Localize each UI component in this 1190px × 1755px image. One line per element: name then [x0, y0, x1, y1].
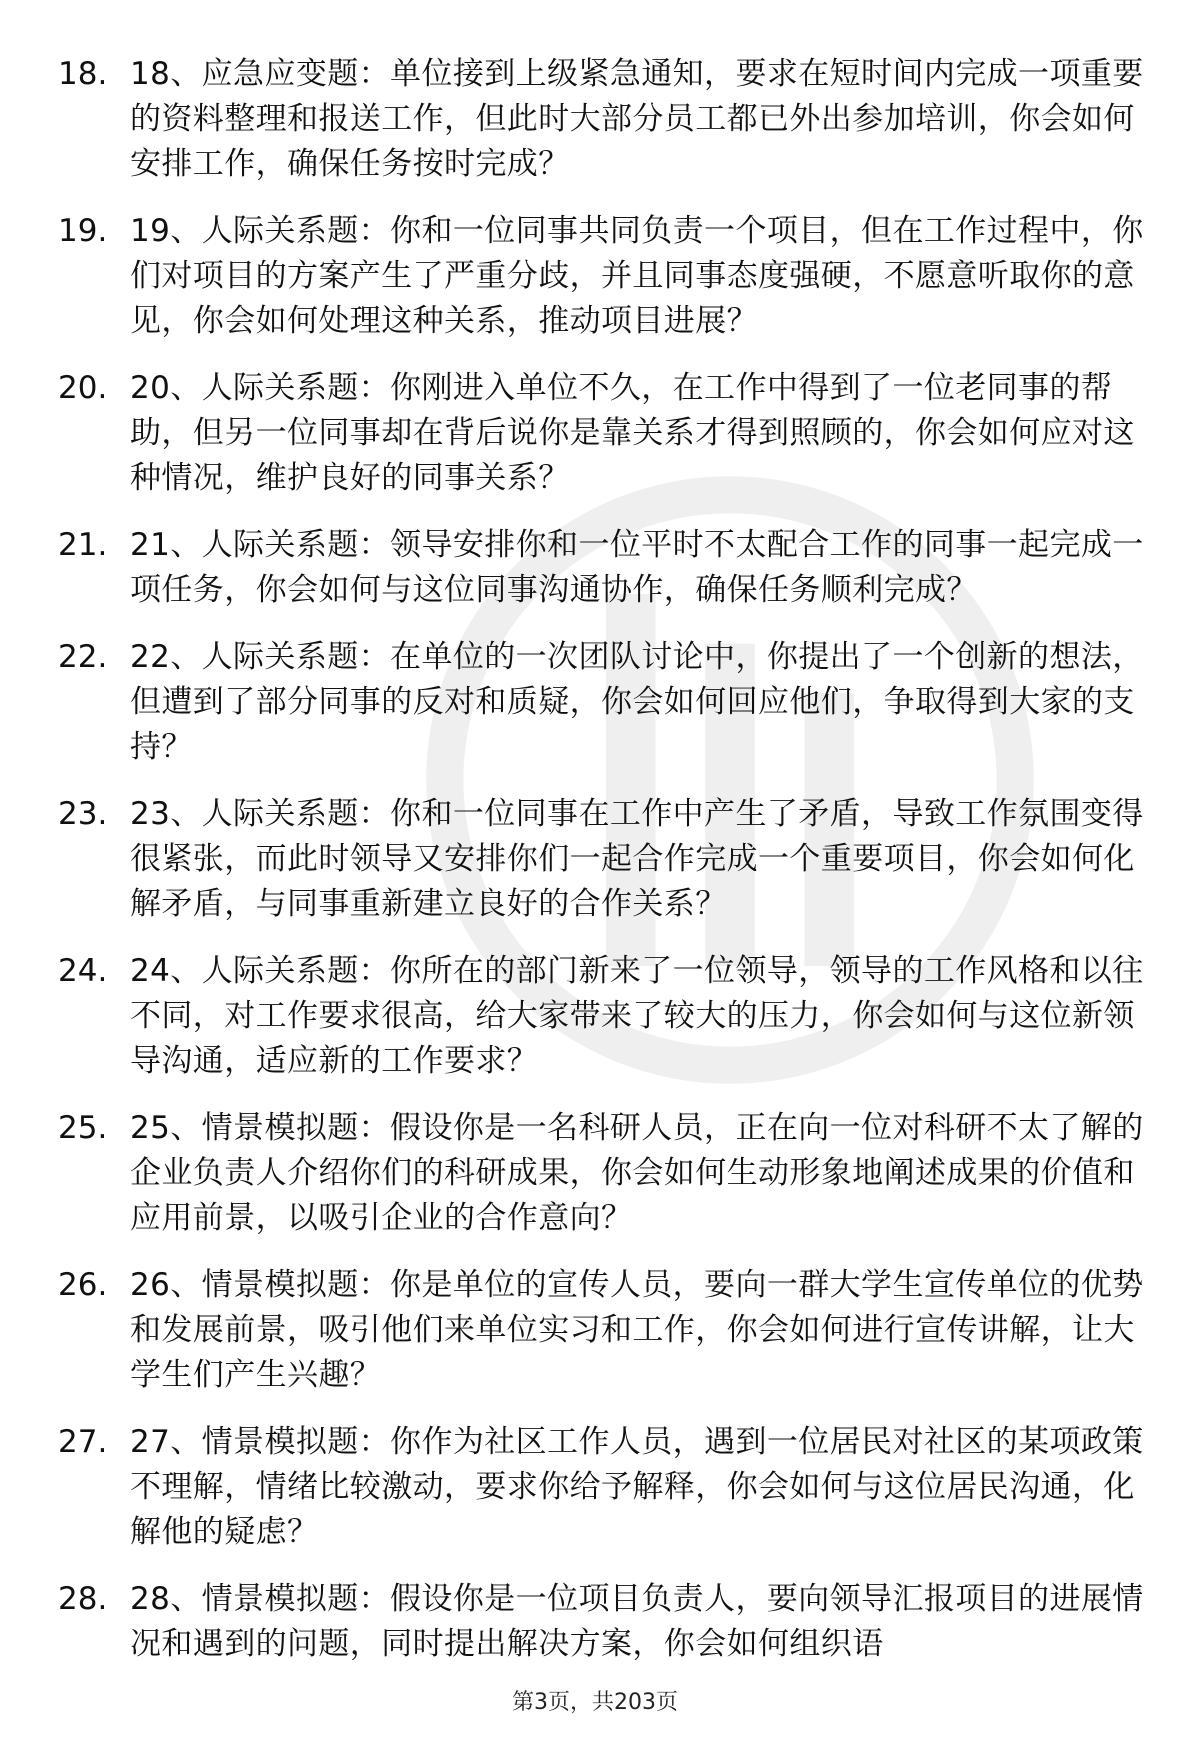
question-number: 25.	[58, 1110, 108, 1146]
question-item	[58, 1577, 1148, 1667]
question-number: 28.	[58, 1581, 108, 1617]
question-text: 20、人际关系题：你刚进入单位不久，在工作中得到了一位老同事的帮助，但另一位同事却在背后说你是靠关系才得到照顾的，你会如何应对这种情况，维护良好的同事关系？	[130, 370, 1135, 496]
question-number: 18.	[58, 56, 108, 92]
question-item	[58, 949, 1148, 1084]
question-item	[58, 635, 1148, 770]
question-text: 25、情景模拟题：假设你是一名科研人员，正在向一位对科研不太了解的企业负责人介绍你们的科研成果，你会如何生动形象地阐述成果的价值和应用前景，以吸引企业的合作意向？	[130, 1110, 1144, 1236]
question-text: 18、应急应变题：单位接到上级紧急通知，要求在短时间内完成一项重要的资料整理和报送工作，但此时大部分员工都已外出参加培训，你会如何安排工作，确保任务按时完成？	[130, 56, 1144, 182]
question-text: 28、情景模拟题：假设你是一位项目负责人，要向领导汇报项目的进展情况和遇到的问题，同时提出解决方案，你会如何组织语	[130, 1581, 1144, 1662]
question-text: 19、人际关系题：你和一位同事共同负责一个项目，但在工作过程中，你们对项目的方案产生了严重分歧，并且同事态度强硬，不愿意听取你的意见，你会如何处理这种关系，推动项目进展？	[130, 213, 1144, 339]
question-text: 21、人际关系题：领导安排你和一位平时不太配合工作的同事一起完成一项任务，你会如何与这位同事沟通协作，确保任务顺利完成？	[130, 527, 1144, 608]
question-number: 26.	[58, 1267, 108, 1303]
question-text: 26、情景模拟题：你是单位的宣传人员，要向一群大学生宣传单位的优势和发展前景，吸引他们来单位实习和工作，你会如何进行宣传讲解，让大学生们产生兴趣？	[130, 1267, 1144, 1393]
question-number: 19.	[58, 213, 108, 249]
question-item	[58, 1420, 1148, 1555]
question-item	[58, 209, 1148, 344]
question-number: 20.	[58, 370, 108, 406]
question-number: 21.	[58, 527, 108, 563]
question-text: 24、人际关系题：你所在的部门新来了一位领导，领导的工作风格和以往不同，对工作要求很高，给大家带来了较大的压力，你会如何与这位新领导沟通，适应新的工作要求？	[130, 953, 1144, 1079]
question-item	[58, 366, 1148, 501]
question-number: 22.	[58, 639, 108, 675]
question-item	[58, 792, 1148, 927]
question-number: 27.	[58, 1424, 108, 1460]
question-text: 27、情景模拟题：你作为社区工作人员，遇到一位居民对社区的某项政策不理解，情绪比较激动，要求你给予解释，你会如何与这位居民沟通，化解他的疑虑？	[130, 1424, 1144, 1550]
question-text: 23、人际关系题：你和一位同事在工作中产生了矛盾，导致工作氛围变得很紧张，而此时领导又安排你们一起合作完成一个重要项目，你会如何化解矛盾，与同事重新建立良好的合作关系？	[130, 796, 1144, 922]
question-item	[58, 1106, 1148, 1241]
page-indicator: 第3页，共203页	[512, 1690, 678, 1715]
question-list	[58, 52, 1148, 1689]
question-item	[58, 523, 1148, 613]
question-text: 22、人际关系题：在单位的一次团队讨论中，你提出了一个创新的想法，但遭到了部分同事的反对和质疑，你会如何回应他们，争取得到大家的支持？	[130, 639, 1144, 765]
question-item	[58, 52, 1148, 187]
question-number: 24.	[58, 953, 108, 989]
question-number: 23.	[58, 796, 108, 832]
question-item	[58, 1263, 1148, 1398]
